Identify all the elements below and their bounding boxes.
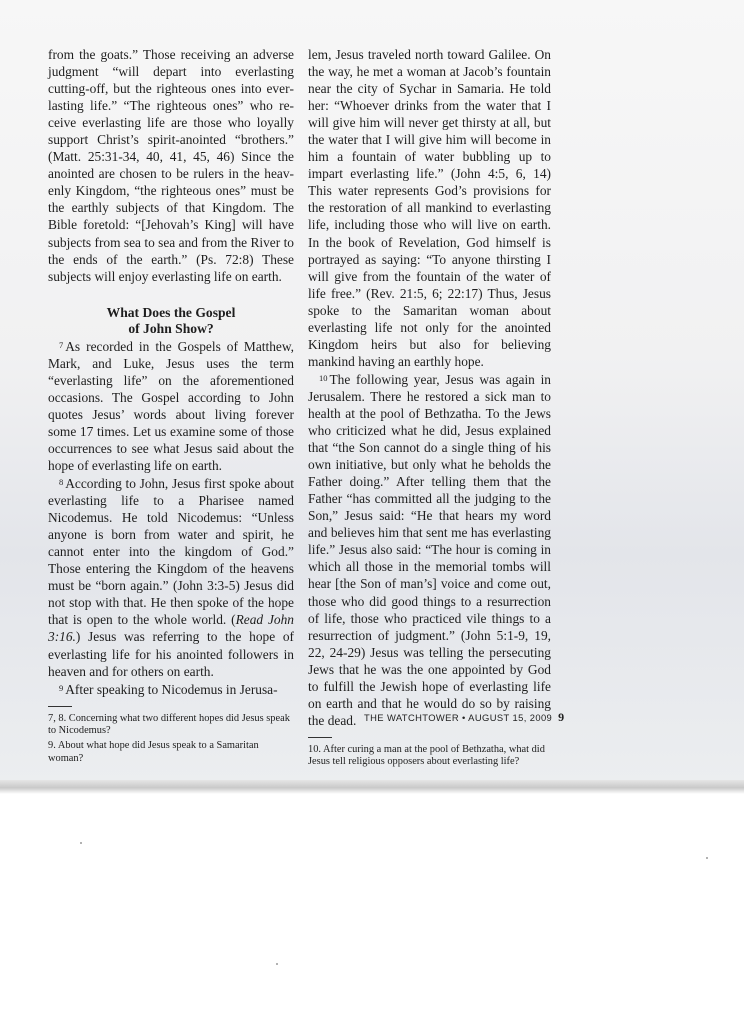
paragraph-number-8: 8 <box>59 477 64 488</box>
question-7-8: 7, 8. Concerning what two different hopes did Jesus speak to Nicodemus? <box>48 712 290 737</box>
paragraph-7 <box>48 337 294 474</box>
paragraph-8 <box>48 474 294 680</box>
page-number: 9 <box>558 710 565 724</box>
paragraph-10 <box>308 370 551 729</box>
left-column <box>48 46 294 768</box>
scan-speck <box>276 963 278 965</box>
section-heading-line2: of John Show? <box>128 320 214 336</box>
paragraph-number-7: 7 <box>59 339 64 350</box>
scan-speck <box>80 842 82 844</box>
scan-speck <box>706 857 708 859</box>
question-9: 9. About what hope did Jesus speak to a Samaritan woman? <box>48 740 259 764</box>
paragraph-7-text: As recorded in the Gospels of Matthew, Mark, and Luke, Jesus uses the term “everlasting life” on the aforementioned occasions. The Gospel according to John quotes Jesus’ words about living forever some 17 times. Let us examine some of those occurrences to see what Jesus said about the hope of everlasting life on earth. <box>48 338 294 473</box>
section-heading <box>48 305 294 337</box>
page-footer <box>364 710 565 725</box>
paragraph-number-10: 10 <box>319 372 328 383</box>
questions-divider <box>48 706 72 707</box>
page-edge-shadow <box>0 780 744 794</box>
paragraph-9 <box>48 680 294 698</box>
paragraph-number-9: 9 <box>59 682 64 693</box>
right-column <box>308 46 551 772</box>
paragraph-10-text: The following year, Jesus was again in Jerusalem. There he restored a sick man to health at the pool of Bethzatha. To the Jews who criticized what he did, Jesus explained that “the Son cannot do a single thing of his own initiative, but only what he beholds the Father doing.” After telling them that the Father “has committed all the judging to the Son,” Jesus said: “He that hears my word and believes him that sent me has everlasting life.” Jesus also said: “The hour is coming in which all those in the memorial tombs will hear [the Son of man’s] voice and come out, those who did good things to a resurrection of life, those who practiced vile things to a resurrection of judgment.” (John 5:1-9, 19, 22, 24-29) Jesus was telling the persecuting Jews that he was the one appointed by God to fulfill the Jewish hope of everlasting life on earth and that he would do so by raising the dead. <box>308 371 551 728</box>
paragraph-9-text: After speaking to Nicodemus in Jerusa- <box>65 681 278 697</box>
section-heading-line1: What Does the Gospel <box>106 304 236 320</box>
paragraph-9-continued: lem, Jesus traveled north toward Galilee. On the way, he met a woman at Jacob’s fountain near the city of Sychar in Samaria. He told her: “Whoever drinks from the water that I will give him will never get thirsty at all, but the water that I will give him will become in him a fountain of water bubbling up to impart everlasting life.” (John 4:5, 6, 14) This water represents God’s provisions for the restoration of all mankind to everlasting life, including those who will live on earth. In the book of Revelation, God himself is portrayed as saying: “To anyone thirsting I will give from the fountain of the water of life free.” (Rev. 21:5, 6; 22:17) Thus, Jesus spoke to the Samaritan woman about everlasting life not only for the anointed Kingdom heirs but also for believing mankind having an earthly hope. <box>308 47 551 369</box>
paragraph-8-text-b: ) Jesus was referring to the hope of everlasting life for his anointed followers in heaven and for others on earth. <box>48 629 294 679</box>
question-10: 10. After curing a man at the pool of Bethzatha, what did Jesus tell religious opposers about everlasting life? <box>308 743 545 768</box>
paragraph-goats: from the goats.” Those receiving an adverse judgment “will depart into everlasting cutting-off, but the righteous ones into everlasting life.” “The righteous ones” who receive everlasting life are those who loyally support Christ’s spirit-anointed “brothers.” (Matt. 25:31-34, 40, 41, 45, 46) Since the anointed are chosen to be rulers in the heavenly Kingdom, “the righteous ones” must be the earthly subjects of that Kingdom. The Bible foretold: “[Jehovah’s King] will have subjects from sea to sea and from the River to the ends of the earth.” (Ps. 72:8) These subjects will enjoy everlasting life on earth. <box>48 47 294 284</box>
read-scripture-reference: Read John 3:16. <box>48 612 294 645</box>
questions-divider-right <box>308 737 332 738</box>
study-questions-left <box>48 713 294 766</box>
publication-line: THE WATCHTOWER • AUGUST 15, 2009 <box>364 712 553 723</box>
paragraph-8-text-a: According to John, Jesus first spoke about everlasting life to a Pharisee named Nicodemus. He told Nicodemus: “Unless anyone is born from water and spirit, he cannot enter into the kingdom of God.” Those entering the Kingdom of the heavens must be “born again.” (John 3:3-5) Jesus did not stop with that. He then spoke of the hope that is open to the whole world. ( <box>48 476 294 628</box>
study-questions-right <box>308 744 551 769</box>
